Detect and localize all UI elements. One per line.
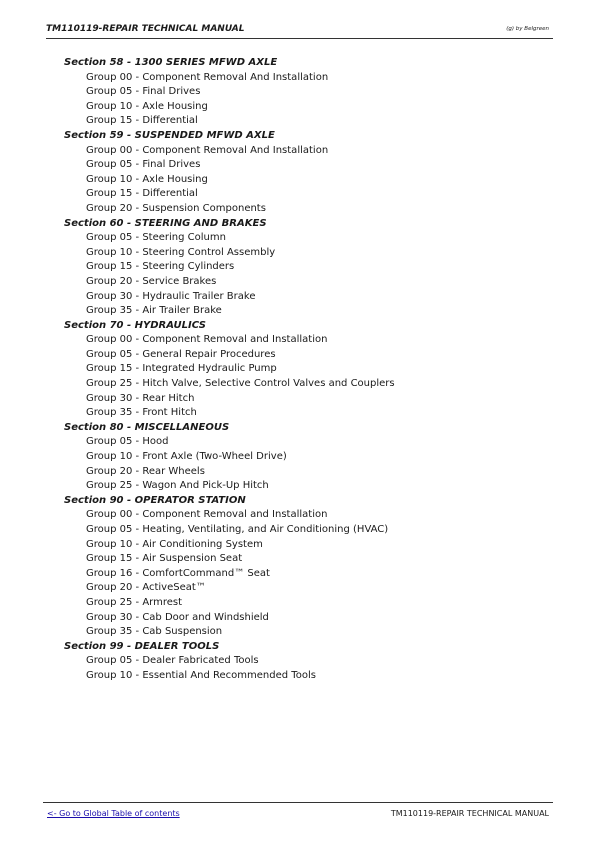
toc-section-heading[interactable]: Section 60 - STEERING AND BRAKES (64, 217, 267, 229)
toc-group-item[interactable]: Group 16 - ComfortCommand™ Seat (86, 567, 270, 579)
toc-group-item[interactable]: Group 35 - Cab Suspension (86, 626, 223, 638)
toc-group-item[interactable]: Group 10 - Steering Control Assembly (86, 246, 276, 258)
toc-section-heading[interactable]: Section 58 - 1300 SERIES MFWD AXLE (64, 57, 278, 68)
toc-group-item[interactable]: Group 10 - Air Conditioning System (86, 538, 263, 550)
toc-group-item[interactable]: Group 00 - Component Removal and Installation (86, 509, 328, 521)
toc-group-item[interactable]: Group 10 - Axle Housing (86, 173, 208, 185)
toc-group-item[interactable]: Group 30 - Rear Hitch (86, 392, 195, 404)
toc-group-item[interactable]: Group 25 - Wagon And Pick-Up Hitch (86, 480, 269, 492)
toc-group-item[interactable]: Group 25 - Armrest (86, 596, 183, 608)
toc-section-heading[interactable]: Section 80 - MISCELLANEOUS (64, 421, 230, 433)
toc-group-item[interactable]: Group 05 - Final Drives (86, 159, 201, 171)
global-toc-link[interactable]: <- Go to Global Table of contents (47, 809, 180, 818)
toc-group-item[interactable]: Group 00 - Component Removal And Installation (86, 144, 329, 156)
toc-section-heading[interactable]: Section 70 - HYDRAULICS (64, 319, 206, 331)
toc-group-item[interactable]: Group 10 - Front Axle (Two-Wheel Drive) (86, 451, 287, 463)
page-footer (43, 802, 553, 825)
toc-group-item[interactable]: Group 25 - Hitch Valve, Selective Control Valves and Couplers (86, 378, 395, 390)
toc-group-item[interactable]: Group 35 - Air Trailer Brake (86, 305, 222, 317)
toc-group-item[interactable]: Group 20 - Rear Wheels (86, 465, 205, 477)
toc-group-item[interactable]: Group 30 - Hydraulic Trailer Brake (86, 290, 256, 302)
toc-group-item[interactable]: Group 15 - Steering Cylinders (86, 261, 235, 273)
toc-group-item[interactable]: Group 00 - Component Removal and Installation (86, 334, 328, 346)
toc-group-item[interactable]: Group 15 - Air Suspension Seat (86, 553, 243, 565)
toc-group-item[interactable]: Group 15 - Differential (86, 115, 198, 127)
toc-group-item[interactable]: Group 30 - Cab Door and Windshield (86, 611, 269, 623)
footer-manual-title: TM110119-REPAIR TECHNICAL MANUAL (390, 809, 549, 818)
table-of-contents (64, 56, 544, 684)
toc-group-item[interactable]: Group 20 - Service Brakes (86, 275, 217, 287)
page-header (46, 22, 553, 39)
toc-section-heading[interactable]: Section 99 - DEALER TOOLS (64, 640, 220, 652)
toc-group-item[interactable]: Group 20 - Suspension Components (86, 202, 266, 214)
toc-section-heading[interactable]: Section 90 - OPERATOR STATION (64, 494, 246, 506)
toc-section-heading[interactable]: Section 59 - SUSPENDED MFWD AXLE (64, 129, 275, 141)
toc-group-item[interactable]: Group 15 - Differential (86, 188, 198, 200)
toc-group-item[interactable]: Group 05 - Steering Column (86, 232, 226, 244)
toc-group-item[interactable]: Group 20 - ActiveSeat™ (86, 582, 206, 594)
toc-group-item[interactable]: Group 00 - Component Removal And Installation (86, 71, 329, 83)
toc-group-item[interactable]: Group 15 - Integrated Hydraulic Pump (86, 363, 277, 375)
toc-group-item[interactable]: Group 10 - Essential And Recommended Tools (86, 669, 316, 681)
toc-group-item[interactable]: Group 05 - General Repair Procedures (86, 348, 276, 360)
manual-title: TM110119-REPAIR TECHNICAL MANUAL (46, 24, 245, 34)
toc-group-item[interactable]: Group 05 - Heating, Ventilating, and Air Conditioning (HVAC) (86, 524, 389, 535)
toc-group-item[interactable]: Group 05 - Final Drives (86, 86, 201, 98)
toc-group-item[interactable]: Group 05 - Dealer Fabricated Tools (86, 655, 259, 667)
toc-group-item[interactable]: Group 10 - Axle Housing (86, 100, 208, 112)
header-credit: (g) by Belgreen (506, 26, 549, 32)
toc-group-item[interactable]: Group 05 - Hood (86, 436, 169, 448)
toc-group-item[interactable]: Group 35 - Front Hitch (86, 407, 197, 419)
